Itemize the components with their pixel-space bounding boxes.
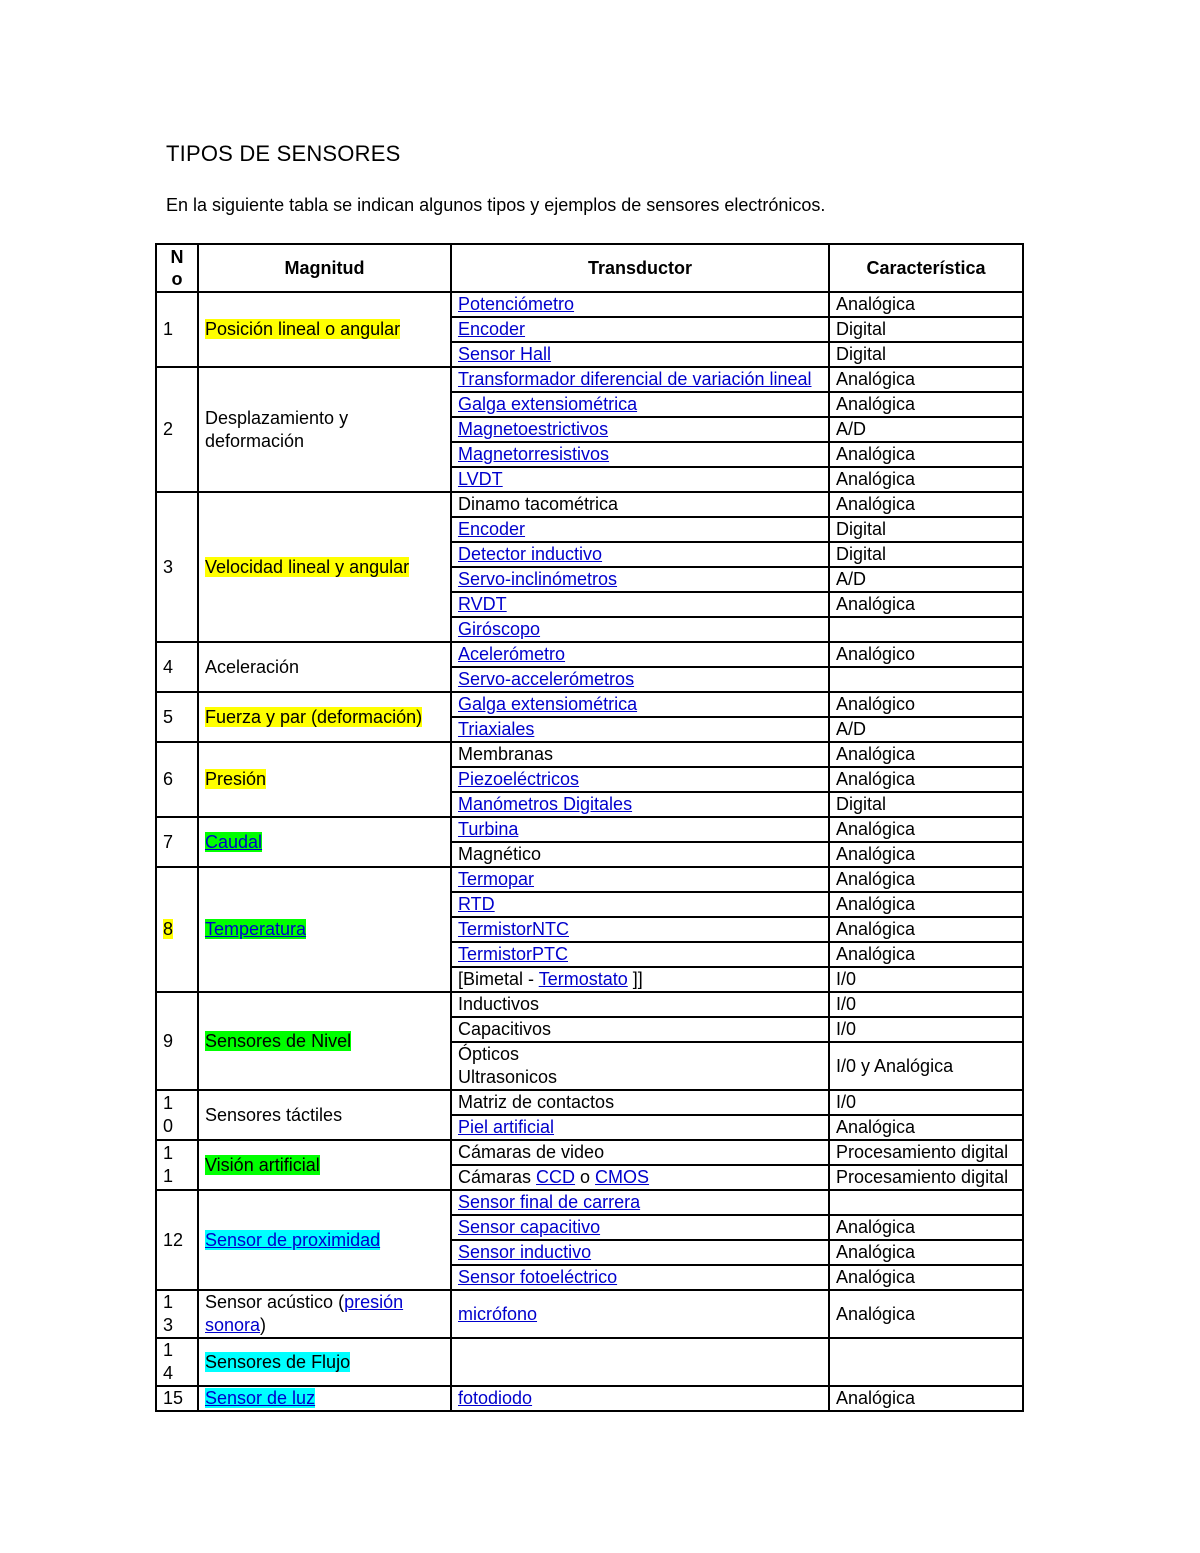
characteristic-text: Analógica bbox=[836, 844, 916, 864]
magnitude-label[interactable]: Sensor de luz bbox=[205, 1388, 316, 1408]
transducer-cell bbox=[451, 367, 829, 392]
characteristic-cell bbox=[829, 542, 1023, 567]
transducer-cell bbox=[451, 842, 829, 867]
characteristic-text: Analógica bbox=[836, 919, 916, 939]
magnitude-label: Sensores de Flujo bbox=[205, 1351, 351, 1372]
characteristic-cell bbox=[829, 817, 1023, 842]
characteristic-cell bbox=[829, 992, 1023, 1017]
characteristic-cell bbox=[829, 1042, 1023, 1090]
transducer-link[interactable]: Sensor fotoeléctrico bbox=[458, 1267, 618, 1287]
characteristic-text: Analógica bbox=[836, 869, 916, 889]
table-row bbox=[156, 1338, 1023, 1386]
transducer-link[interactable]: Turbina bbox=[458, 819, 519, 839]
row-number-digit: 2 bbox=[163, 419, 174, 439]
transducer-text: Membranas bbox=[458, 744, 554, 764]
magnitude-cell bbox=[198, 292, 451, 367]
magnitude-label[interactable]: Sensor de proximidad bbox=[205, 1229, 381, 1250]
transducer-cell bbox=[451, 1240, 829, 1265]
sensor-types-table bbox=[155, 243, 1024, 1412]
transducer-link-cmos[interactable]: CMOS bbox=[595, 1167, 650, 1187]
transducer-text: Dinamo tacométrica bbox=[458, 494, 619, 514]
table-row bbox=[156, 867, 1023, 892]
transducer-link[interactable]: Sensor inductivo bbox=[458, 1242, 592, 1262]
table-row bbox=[156, 1090, 1023, 1115]
transducer-cell bbox=[451, 1165, 829, 1190]
transducer-cell bbox=[451, 317, 829, 342]
magnitude-label-end: ) bbox=[260, 1315, 267, 1335]
transducer-text: Capacitivos bbox=[458, 1019, 552, 1039]
row-number bbox=[156, 992, 198, 1090]
characteristic-text: Analógica bbox=[836, 469, 916, 489]
intro-paragraph: En la siguiente tabla se indican algunos tipos y ejemplos de sensores electrónicos. bbox=[166, 195, 826, 215]
row-number-digit: 1 bbox=[163, 319, 174, 339]
characteristic-cell bbox=[829, 1265, 1023, 1290]
transducer-cell bbox=[451, 892, 829, 917]
transducer-cell bbox=[451, 517, 829, 542]
characteristic-text: Analógica bbox=[836, 594, 916, 614]
table-row bbox=[156, 292, 1023, 317]
characteristic-cell bbox=[829, 592, 1023, 617]
transducer-cell bbox=[451, 792, 829, 817]
magnitude-label: Aceleración bbox=[205, 656, 300, 677]
transducer-cell bbox=[451, 1140, 829, 1165]
table-row bbox=[156, 1386, 1023, 1411]
transducer-cell bbox=[451, 817, 829, 842]
characteristic-cell bbox=[829, 617, 1023, 642]
transducer-link[interactable]: TermistorNTC bbox=[458, 919, 569, 939]
characteristic-cell bbox=[829, 417, 1023, 442]
transducer-cell bbox=[451, 567, 829, 592]
characteristic-text: Analógica bbox=[836, 944, 916, 964]
characteristic-cell bbox=[829, 1290, 1023, 1338]
characteristic-cell bbox=[829, 692, 1023, 717]
characteristic-cell bbox=[829, 867, 1023, 892]
characteristic-text: A/D bbox=[836, 419, 867, 439]
characteristic-text: Analógica bbox=[836, 394, 916, 414]
transducer-cell bbox=[451, 1265, 829, 1290]
transducer-link[interactable]: Piezoeléctricos bbox=[458, 769, 580, 789]
transducer-cell bbox=[451, 1090, 829, 1115]
table-row bbox=[156, 817, 1023, 842]
transducer-cell bbox=[451, 967, 829, 992]
row-number-digit: 1 bbox=[163, 1166, 174, 1186]
characteristic-cell bbox=[829, 642, 1023, 667]
characteristic-cell bbox=[829, 767, 1023, 792]
characteristic-text: I/0 bbox=[836, 969, 857, 989]
transducer-text: Inductivos bbox=[458, 994, 540, 1014]
characteristic-text: A/D bbox=[836, 569, 867, 589]
magnitude-label: Velocidad lineal y angular bbox=[205, 556, 410, 577]
characteristic-cell bbox=[829, 442, 1023, 467]
transducer-cell bbox=[451, 1017, 829, 1042]
characteristic-cell bbox=[829, 1090, 1023, 1115]
row-number-digit: 6 bbox=[163, 769, 174, 789]
magnitude-cell bbox=[198, 1386, 451, 1411]
transducer-link[interactable]: LVDT bbox=[458, 469, 503, 489]
characteristic-text: Analógica bbox=[836, 819, 916, 839]
transducer-cell bbox=[451, 742, 829, 767]
row-number-digit: 5 bbox=[163, 706, 174, 727]
characteristic-cell bbox=[829, 342, 1023, 367]
transducer-cell bbox=[451, 392, 829, 417]
row-number-digit: 15 bbox=[163, 1388, 184, 1408]
transducer-link-ccd[interactable]: CCD bbox=[536, 1167, 576, 1187]
row-number-digit: 1 bbox=[163, 1093, 174, 1113]
table-row bbox=[156, 367, 1023, 392]
transducer-text: Magnético bbox=[458, 844, 542, 864]
characteristic-cell bbox=[829, 842, 1023, 867]
table-row bbox=[156, 492, 1023, 517]
magnitude-cell bbox=[198, 642, 451, 692]
table-body bbox=[156, 292, 1023, 1411]
header-caracteristica: Característica bbox=[829, 244, 1023, 292]
characteristic-cell bbox=[829, 317, 1023, 342]
transducer-link[interactable]: RVDT bbox=[458, 594, 507, 614]
magnitude-cell bbox=[198, 867, 451, 992]
transducer-link[interactable]: Servo-accelerómetros bbox=[458, 669, 635, 689]
magnitude-cell bbox=[198, 1140, 451, 1190]
transducer-link[interactable]: Galga extensiométrica bbox=[458, 394, 638, 414]
row-number-digit: 12 bbox=[163, 1229, 184, 1250]
row-number bbox=[156, 492, 198, 642]
characteristic-text: I/0 bbox=[836, 994, 857, 1014]
characteristic-text: Analógica bbox=[836, 1242, 916, 1262]
characteristic-text: Digital bbox=[836, 544, 887, 564]
characteristic-cell bbox=[829, 517, 1023, 542]
characteristic-text: I/0 bbox=[836, 1019, 857, 1039]
row-number-digit: 9 bbox=[163, 1030, 174, 1051]
transducer-cell bbox=[451, 467, 829, 492]
transducer-cell bbox=[451, 667, 829, 692]
characteristic-cell bbox=[829, 292, 1023, 317]
characteristic-cell bbox=[829, 467, 1023, 492]
magnitude-cell bbox=[198, 992, 451, 1090]
characteristic-cell bbox=[829, 1165, 1023, 1190]
row-number bbox=[156, 817, 198, 867]
transducer-link[interactable]: Encoder bbox=[458, 319, 526, 339]
row-number bbox=[156, 1090, 198, 1140]
row-number bbox=[156, 1338, 198, 1386]
magnitude-label[interactable]: Caudal bbox=[205, 831, 263, 852]
magnitude-cell bbox=[198, 817, 451, 867]
transducer-cell bbox=[451, 1215, 829, 1240]
characteristic-cell bbox=[829, 742, 1023, 767]
transducer-text: o bbox=[575, 1167, 596, 1187]
row-number-digit: 1 bbox=[163, 1292, 174, 1312]
characteristic-text: Analógico bbox=[836, 694, 916, 714]
transducer-cell bbox=[451, 867, 829, 892]
magnitude-cell bbox=[198, 367, 451, 492]
characteristic-text: Analógica bbox=[836, 1388, 916, 1408]
row-number bbox=[156, 692, 198, 742]
characteristic-text: Digital bbox=[836, 794, 887, 814]
transducer-text: [Bimetal - bbox=[458, 969, 539, 989]
transducer-link[interactable]: Manómetros Digitales bbox=[458, 794, 633, 814]
row-number-digit: 0 bbox=[163, 1116, 174, 1136]
transducer-cell bbox=[451, 442, 829, 467]
characteristic-cell bbox=[829, 1115, 1023, 1140]
characteristic-cell bbox=[829, 667, 1023, 692]
transducer-link[interactable]: Potenciómetro bbox=[458, 294, 575, 314]
characteristic-text: Analógica bbox=[836, 1217, 916, 1237]
transducer-link[interactable]: Sensor final de carrera bbox=[458, 1192, 641, 1212]
characteristic-cell bbox=[829, 967, 1023, 992]
characteristic-cell bbox=[829, 392, 1023, 417]
transducer-link[interactable]: Triaxiales bbox=[458, 719, 535, 739]
characteristic-text: Analógica bbox=[836, 369, 916, 389]
table-row bbox=[156, 1190, 1023, 1215]
characteristic-text: Analógica bbox=[836, 1267, 916, 1287]
header-no-line1: N bbox=[170, 247, 184, 267]
transducer-link[interactable]: Sensor Hall bbox=[458, 344, 552, 364]
characteristic-text: Analógica bbox=[836, 769, 916, 789]
header-no-line2: o bbox=[171, 269, 183, 289]
magnitude-label: Posición lineal o angular bbox=[205, 319, 401, 339]
characteristic-text: Analógica bbox=[836, 1117, 916, 1137]
transducer-cell bbox=[451, 717, 829, 742]
transducer-link[interactable]: Sensor capacitivo bbox=[458, 1217, 601, 1237]
transducer-text-end: ]] bbox=[627, 969, 643, 989]
table-row bbox=[156, 1140, 1023, 1165]
characteristic-text: Digital bbox=[836, 519, 887, 539]
transducer-cell bbox=[451, 767, 829, 792]
row-number bbox=[156, 1190, 198, 1290]
transducer-text: Ultrasonicos bbox=[458, 1067, 558, 1087]
transducer-cell bbox=[451, 1190, 829, 1215]
characteristic-text: Analógica bbox=[836, 494, 916, 514]
magnitude-label: Sensores táctiles bbox=[205, 1104, 343, 1125]
transducer-cell bbox=[451, 542, 829, 567]
page-title: TIPOS DE SENSORES bbox=[166, 141, 401, 166]
characteristic-text: I/0 y Analógica bbox=[836, 1055, 954, 1076]
row-number-digit: 8 bbox=[163, 919, 174, 939]
transducer-cell bbox=[451, 692, 829, 717]
characteristic-cell bbox=[829, 1240, 1023, 1265]
row-number-digit: 1 bbox=[163, 1340, 174, 1360]
transducer-text: Cámaras de video bbox=[458, 1142, 605, 1162]
transducer-cell bbox=[451, 1290, 829, 1338]
header-no bbox=[156, 244, 198, 292]
characteristic-cell bbox=[829, 792, 1023, 817]
row-number bbox=[156, 742, 198, 817]
characteristic-cell bbox=[829, 1215, 1023, 1240]
table-row bbox=[156, 1290, 1023, 1338]
characteristic-cell bbox=[829, 1190, 1023, 1215]
transducer-cell bbox=[451, 1115, 829, 1140]
magnitude-label: Presión bbox=[205, 769, 267, 789]
characteristic-text: Procesamiento digital bbox=[836, 1167, 1009, 1187]
transducer-cell bbox=[451, 942, 829, 967]
row-number bbox=[156, 642, 198, 692]
characteristic-text: A/D bbox=[836, 719, 867, 739]
transducer-cell bbox=[451, 592, 829, 617]
transducer-cell bbox=[451, 617, 829, 642]
characteristic-cell bbox=[829, 1017, 1023, 1042]
magnitude-label: Sensores de Nivel bbox=[205, 1030, 352, 1051]
magnitude-cell bbox=[198, 742, 451, 817]
row-number bbox=[156, 867, 198, 992]
header-transductor: Transductor bbox=[451, 244, 829, 292]
transducer-link[interactable]: TermistorPTC bbox=[458, 944, 569, 964]
transducer-link[interactable]: Encoder bbox=[458, 519, 526, 539]
table-row bbox=[156, 692, 1023, 717]
characteristic-cell bbox=[829, 1386, 1023, 1411]
transducer-text: Ópticos bbox=[458, 1044, 520, 1064]
transducer-link[interactable]: Magnetorresistivos bbox=[458, 444, 610, 464]
characteristic-cell bbox=[829, 1338, 1023, 1386]
magnitude-label: Fuerza y par (deformación) bbox=[205, 706, 423, 727]
transducer-link[interactable]: micrófono bbox=[458, 1303, 538, 1324]
characteristic-cell bbox=[829, 892, 1023, 917]
characteristic-text: Analógica bbox=[836, 894, 916, 914]
characteristic-text: I/0 bbox=[836, 1092, 857, 1112]
magnitude-cell bbox=[198, 1290, 451, 1338]
transducer-link[interactable]: Detector inductivo bbox=[458, 544, 603, 564]
characteristic-text: Analógico bbox=[836, 644, 916, 664]
magnitude-label: Visión artificial bbox=[205, 1154, 320, 1175]
characteristic-cell bbox=[829, 942, 1023, 967]
table-row bbox=[156, 742, 1023, 767]
transducer-link[interactable]: Giróscopo bbox=[458, 619, 541, 639]
transducer-link[interactable]: Termopar bbox=[458, 869, 535, 889]
transducer-link[interactable]: Servo-inclinómetros bbox=[458, 569, 618, 589]
magnitude-cell bbox=[198, 1338, 451, 1386]
transducer-cell bbox=[451, 342, 829, 367]
transducer-link[interactable]: Piel artificial bbox=[458, 1117, 555, 1137]
transducer-link[interactable]: fotodiodo bbox=[458, 1388, 533, 1408]
characteristic-text: Digital bbox=[836, 344, 887, 364]
row-number-digit: 3 bbox=[163, 1315, 174, 1335]
magnitude-cell bbox=[198, 692, 451, 742]
magnitude-label: Desplazamiento y deformación bbox=[205, 407, 349, 451]
transducer-cell bbox=[451, 292, 829, 317]
characteristic-text: Analógica bbox=[836, 744, 916, 764]
transducer-cell bbox=[451, 492, 829, 517]
transducer-link[interactable]: RTD bbox=[458, 894, 495, 914]
transducer-cell bbox=[451, 1042, 829, 1090]
characteristic-text: Analógica bbox=[836, 1303, 916, 1324]
transducer-cell bbox=[451, 1386, 829, 1411]
transducer-link[interactable]: Transformador diferencial de variación lineal bbox=[458, 369, 812, 389]
characteristic-cell bbox=[829, 717, 1023, 742]
row-number-digit: 4 bbox=[163, 1363, 174, 1383]
magnitude-cell bbox=[198, 492, 451, 642]
characteristic-cell bbox=[829, 567, 1023, 592]
transducer-link[interactable]: Termostato bbox=[538, 969, 628, 989]
magnitude-link[interactable]: presión sonora bbox=[205, 1292, 404, 1335]
characteristic-cell bbox=[829, 917, 1023, 942]
row-number-digit: 4 bbox=[163, 656, 174, 677]
transducer-text: Cámaras bbox=[458, 1167, 537, 1187]
characteristic-text: Analógica bbox=[836, 444, 916, 464]
characteristic-cell bbox=[829, 367, 1023, 392]
transducer-cell bbox=[451, 417, 829, 442]
characteristic-text: Digital bbox=[836, 319, 887, 339]
transducer-text: Matriz de contactos bbox=[458, 1092, 615, 1112]
transducer-cell bbox=[451, 992, 829, 1017]
characteristic-text: Analógica bbox=[836, 294, 916, 314]
characteristic-cell bbox=[829, 1140, 1023, 1165]
transducer-link[interactable]: Galga extensiométrica bbox=[458, 694, 638, 714]
table-header-row bbox=[156, 244, 1023, 292]
transducer-link[interactable]: Magnetoestrictivos bbox=[458, 419, 609, 439]
header-magnitud: Magnitud bbox=[198, 244, 451, 292]
row-number bbox=[156, 1140, 198, 1190]
magnitude-label[interactable]: Temperatura bbox=[205, 919, 307, 939]
table-row bbox=[156, 642, 1023, 667]
characteristic-text: Procesamiento digital bbox=[836, 1142, 1009, 1162]
magnitude-label: Sensor acústico ( bbox=[205, 1292, 345, 1312]
row-number bbox=[156, 367, 198, 492]
transducer-cell bbox=[451, 642, 829, 667]
row-number-digit: 7 bbox=[163, 831, 174, 852]
transducer-cell bbox=[451, 1338, 829, 1386]
table-row bbox=[156, 992, 1023, 1017]
magnitude-cell bbox=[198, 1090, 451, 1140]
row-number bbox=[156, 1290, 198, 1338]
row-number-digit: 3 bbox=[163, 556, 174, 577]
transducer-link[interactable]: Acelerómetro bbox=[458, 644, 566, 664]
row-number bbox=[156, 1386, 198, 1411]
magnitude-cell bbox=[198, 1190, 451, 1290]
transducer-cell bbox=[451, 917, 829, 942]
row-number-digit: 1 bbox=[163, 1143, 174, 1163]
characteristic-cell bbox=[829, 492, 1023, 517]
row-number bbox=[156, 292, 198, 367]
